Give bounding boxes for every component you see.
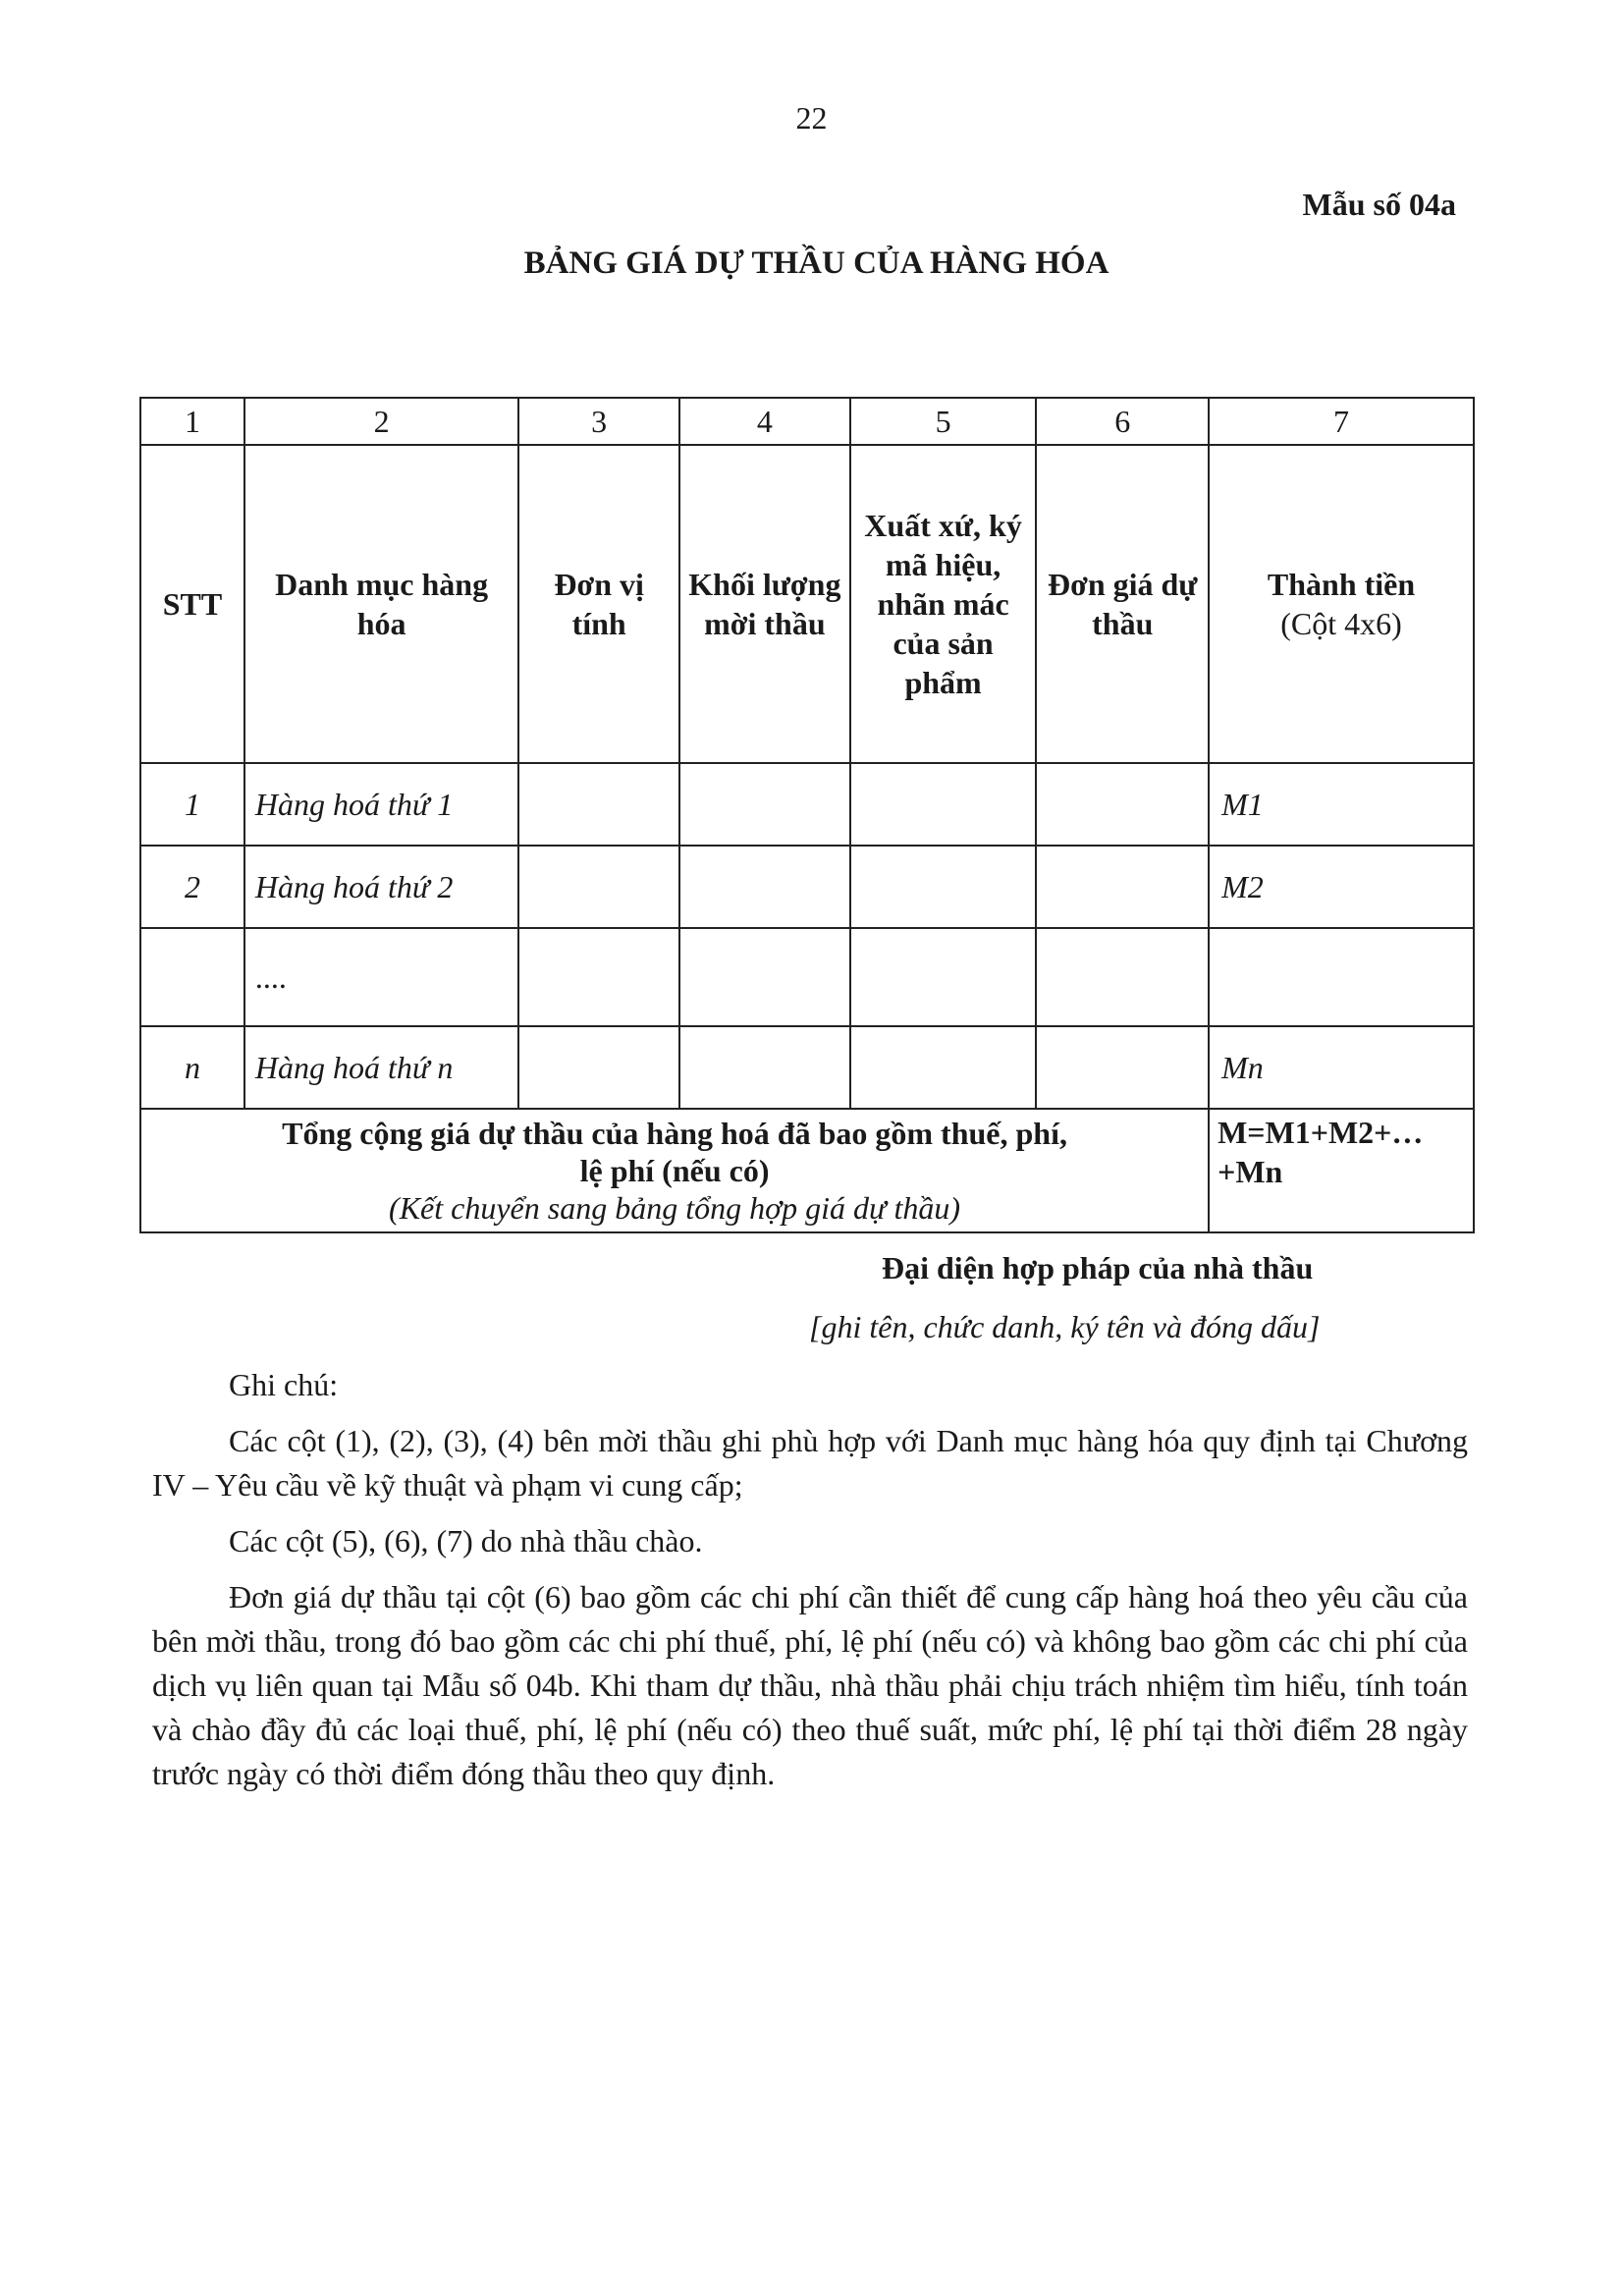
row-amount — [1209, 928, 1474, 1026]
price-table — [139, 397, 1475, 1233]
notes-paragraph-2: Các cột (5), (6), (7) do nhà thầu chào. — [229, 1523, 703, 1558]
header-origin: Xuất xứ, ký mã hiệu, nhãn mác của sản phẩm — [850, 445, 1037, 763]
total-value-cell — [1209, 1109, 1474, 1232]
total-label-line2: lệ phí (nếu có) — [579, 1153, 770, 1188]
row-item: Hàng hoá thứ 1 — [244, 763, 518, 846]
row-quantity — [679, 928, 850, 1026]
row-stt — [140, 928, 244, 1026]
row-item: Hàng hoá thứ 2 — [244, 846, 518, 928]
table-row — [140, 763, 1474, 846]
row-unit-price — [1036, 763, 1209, 846]
row-quantity — [679, 1026, 850, 1109]
notes-section — [152, 1363, 1468, 1808]
signature-note: [ghi tên, chức danh, ký tên và đóng dấu] — [809, 1309, 1321, 1344]
column-number: 5 — [850, 398, 1037, 445]
header-unit: Đơn vị tính — [518, 445, 679, 763]
signature-title: Đại diện hợp pháp của nhà thầu — [882, 1250, 1314, 1285]
header-amount — [1209, 445, 1474, 763]
notes-paragraph-3: Đơn giá dự thầu tại cột (6) bao gồm các chi phí cần thiết để cung cấp hàng hoá theo yêu cầu của bên mời thầu, trong đó bao gồm các chi phí thuế, phí, lệ phí (nếu có) và không bao gồm các chi phí của dịch vụ liên quan tại Mẫu số 04b. Khi tham dự thầu, nhà thầu phải chịu trách nhiệm tìm hiểu, tính toán và chào đầy đủ các loại thuế, phí, lệ phí (nếu có) theo thuế suất, mức phí, lệ phí tại thời điểm 28 ngày trước ngày có thời điểm đóng thầu theo quy định. — [152, 1579, 1468, 1791]
row-unit — [518, 846, 679, 928]
row-item: .... — [244, 928, 518, 1026]
header-item: Danh mục hàng hóa — [244, 445, 518, 763]
row-origin — [850, 928, 1037, 1026]
row-origin — [850, 763, 1037, 846]
row-unit — [518, 928, 679, 1026]
row-origin — [850, 1026, 1037, 1109]
column-number: 2 — [244, 398, 518, 445]
document-title — [0, 246, 1623, 282]
total-value-line2: +Mn — [1217, 1154, 1283, 1189]
row-amount: M2 — [1209, 846, 1474, 928]
column-number: 1 — [140, 398, 244, 445]
page-number: 22 — [795, 100, 828, 136]
header-amount-formula: (Cột 4x6) — [1280, 606, 1402, 641]
row-unit-price — [1036, 928, 1209, 1026]
column-number: 7 — [1209, 398, 1474, 445]
row-unit — [518, 1026, 679, 1109]
column-number: 6 — [1036, 398, 1209, 445]
notes-label: Ghi chú: — [229, 1367, 339, 1402]
column-number-row — [140, 398, 1474, 445]
row-stt: 2 — [140, 846, 244, 928]
row-unit-price — [1036, 1026, 1209, 1109]
row-quantity — [679, 846, 850, 928]
document-title-text: BẢNG GIÁ DỰ THẦU CỦA HÀNG HÓA — [523, 246, 1109, 281]
form-code: Mẫu số 04a — [1302, 187, 1456, 222]
table-row — [140, 846, 1474, 928]
total-label-line1: Tổng cộng giá dự thầu của hàng hoá đã bao gồm thuế, phí, — [282, 1116, 1067, 1151]
row-quantity — [679, 763, 850, 846]
row-unit — [518, 763, 679, 846]
header-row — [140, 445, 1474, 763]
row-stt: 1 — [140, 763, 244, 846]
row-amount: Mn — [1209, 1026, 1474, 1109]
row-origin — [850, 846, 1037, 928]
total-note: (Kết chuyển sang bảng tổng hợp giá dự thầu) — [389, 1190, 961, 1226]
total-row — [140, 1109, 1474, 1232]
row-unit-price — [1036, 846, 1209, 928]
total-label-cell — [140, 1109, 1209, 1232]
row-item: Hàng hoá thứ n — [244, 1026, 518, 1109]
table-row — [140, 928, 1474, 1026]
total-value-line1: M=M1+M2+… — [1217, 1115, 1424, 1150]
header-amount-title: Thành tiền — [1267, 567, 1416, 602]
header-quantity: Khối lượng mời thầu — [679, 445, 850, 763]
row-stt: n — [140, 1026, 244, 1109]
column-number: 4 — [679, 398, 850, 445]
row-amount: M1 — [1209, 763, 1474, 846]
column-number: 3 — [518, 398, 679, 445]
header-stt: STT — [140, 445, 244, 763]
header-unit-price: Đơn giá dự thầu — [1036, 445, 1209, 763]
notes-paragraph-1: Các cột (1), (2), (3), (4) bên mời thầu ghi phù hợp với Danh mục hàng hóa quy định tại Chương IV – Yêu cầu về kỹ thuật và phạm vi cung cấp; — [152, 1423, 1468, 1503]
table-row — [140, 1026, 1474, 1109]
